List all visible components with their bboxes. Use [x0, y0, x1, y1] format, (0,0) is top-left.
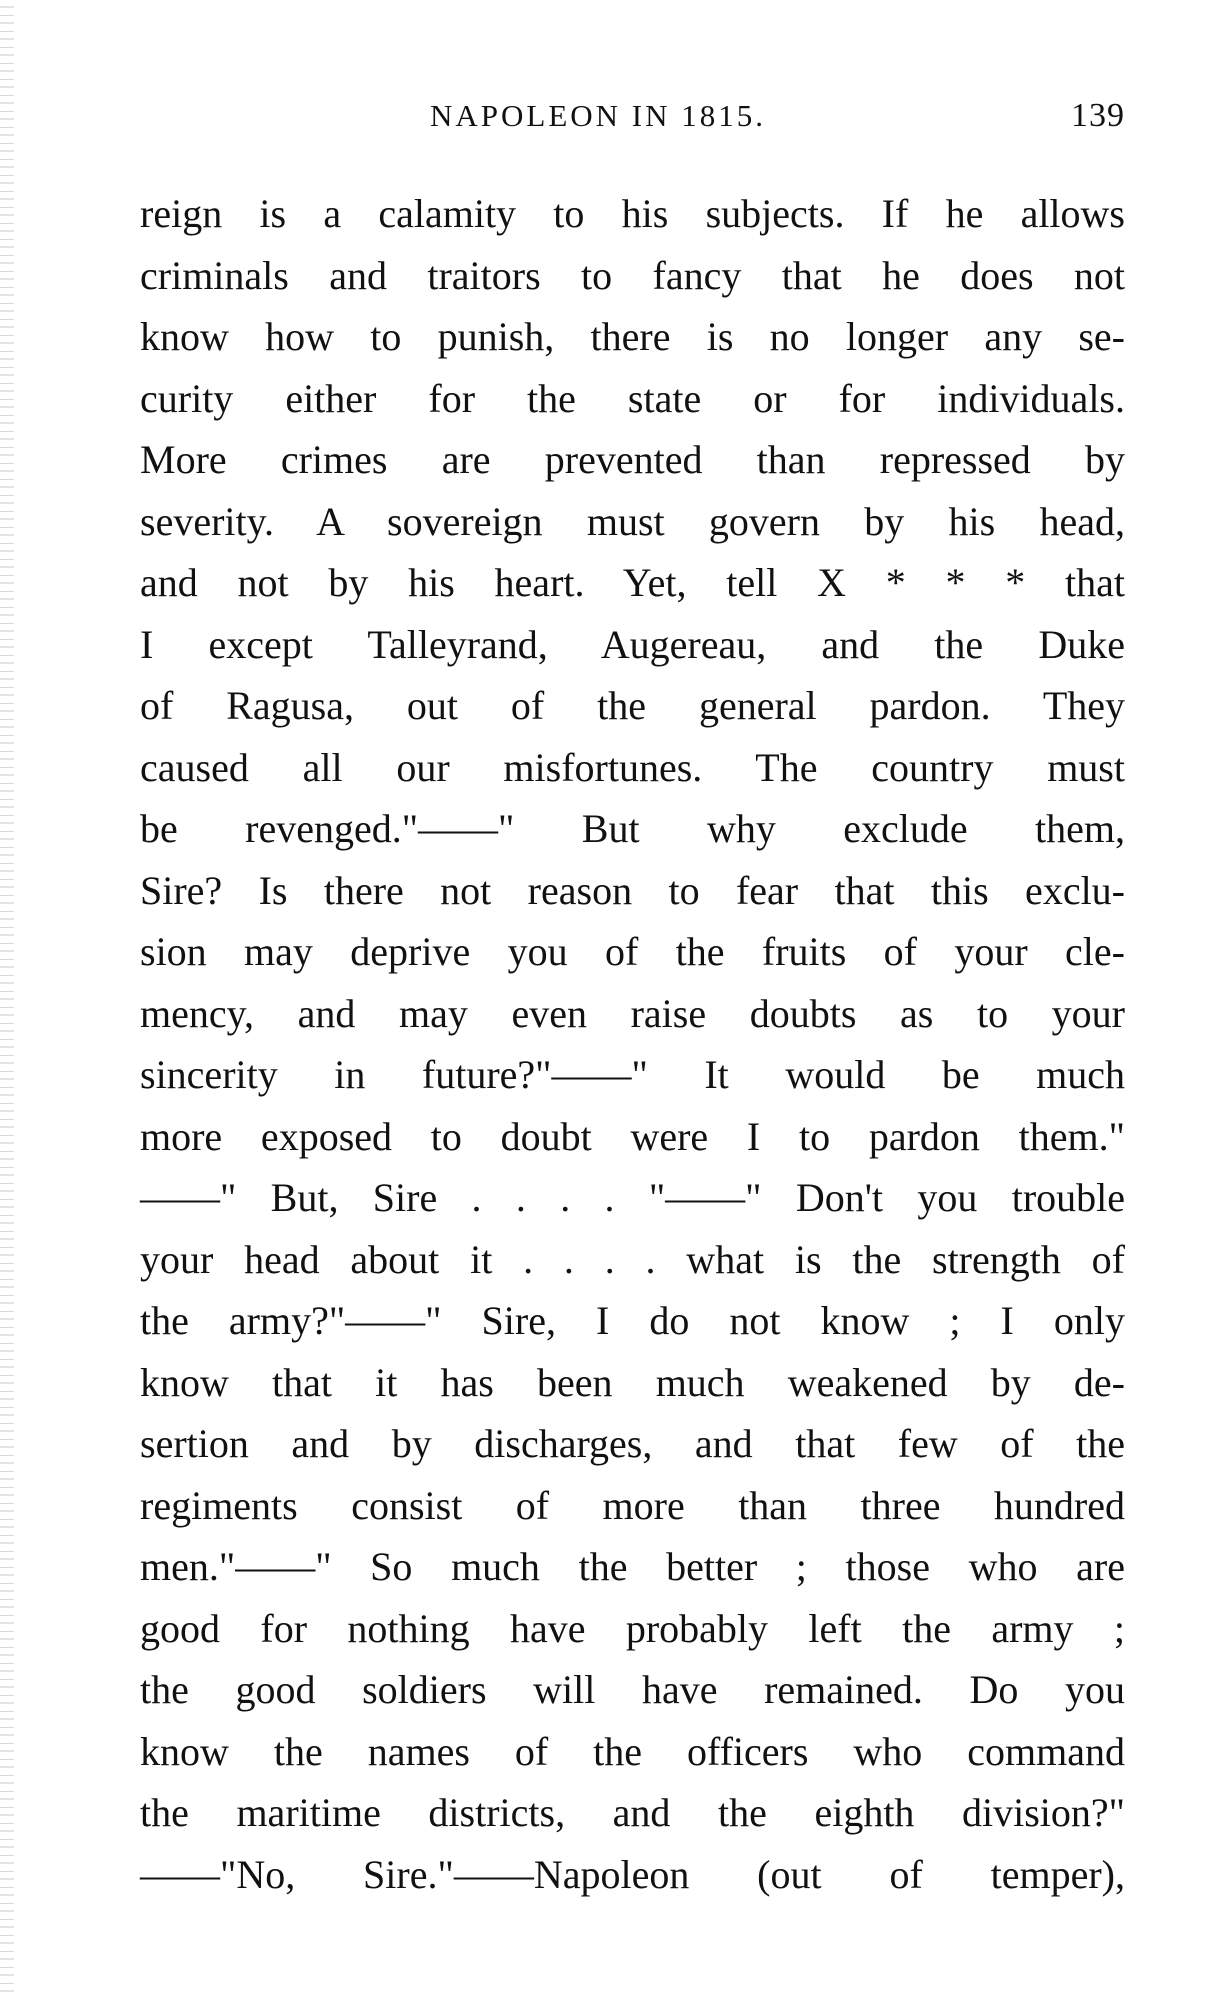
text-line: men."——" So much the better ; those who are — [140, 1544, 1125, 1589]
text-line: sion may deprive you of the fruits of your cle- — [140, 929, 1125, 974]
text-line: sincerity in future?"——" It would be much — [140, 1052, 1125, 1097]
text-line: mency, and may even raise doubts as to your — [140, 990, 1125, 1036]
text-line: More crimes are prevented than repressed by — [140, 437, 1125, 482]
text-line: good for nothing have probably left the army ; — [140, 1605, 1125, 1651]
text-line: know that it has been much weakened by de- — [140, 1359, 1125, 1405]
text-line: Sire? Is there not reason to fear that this exclu- — [140, 867, 1125, 913]
text-line: sertion and by discharges, and that few of the — [140, 1421, 1125, 1466]
text-line: criminals and traitors to fancy that he does not — [140, 252, 1125, 298]
running-title: NAPOLEON IN 1815. — [430, 98, 767, 133]
text-line: of Ragusa, out of the general pardon. They — [140, 683, 1125, 728]
text-line: I except Talleyrand, Augereau, and the Duke — [140, 621, 1125, 667]
text-line: know how to punish, there is no longer any se- — [140, 314, 1125, 359]
text-line: your head about it . . . . what is the strength of — [140, 1236, 1125, 1282]
page-header — [140, 96, 1125, 146]
text-line: the maritime districts, and the eighth division?" — [140, 1790, 1125, 1835]
text-line: ——" But, Sire . . . . "——" Don't you trouble — [140, 1175, 1125, 1220]
page-number: 139 — [1071, 97, 1125, 134]
text-line: regiments consist of more than three hundred — [140, 1482, 1125, 1528]
page-edge — [0, 0, 14, 1996]
text-line: more exposed to doubt were I to pardon them." — [140, 1113, 1125, 1159]
text-line: be revenged."——" But why exclude them, — [140, 806, 1125, 851]
text-line: the good soldiers will have remained. Do you — [140, 1667, 1125, 1712]
text-line: caused all our misfortunes. The country must — [140, 744, 1125, 790]
text-line: reign is a calamity to his subjects. If he allows — [140, 191, 1125, 236]
text-line: severity. A sovereign must govern by his head, — [140, 498, 1125, 544]
text-line: and not by his heart. Yet, tell X * * * that — [140, 560, 1125, 605]
text-line: know the names of the officers who command — [140, 1728, 1125, 1774]
text-line: curity either for the state or for individuals. — [140, 375, 1125, 421]
text-line: ——"No, Sire."——Napoleon (out of temper), — [140, 1851, 1125, 1897]
text-line: the army?"——" Sire, I do not know ; I only — [140, 1298, 1125, 1343]
body-text — [140, 183, 1125, 1905]
